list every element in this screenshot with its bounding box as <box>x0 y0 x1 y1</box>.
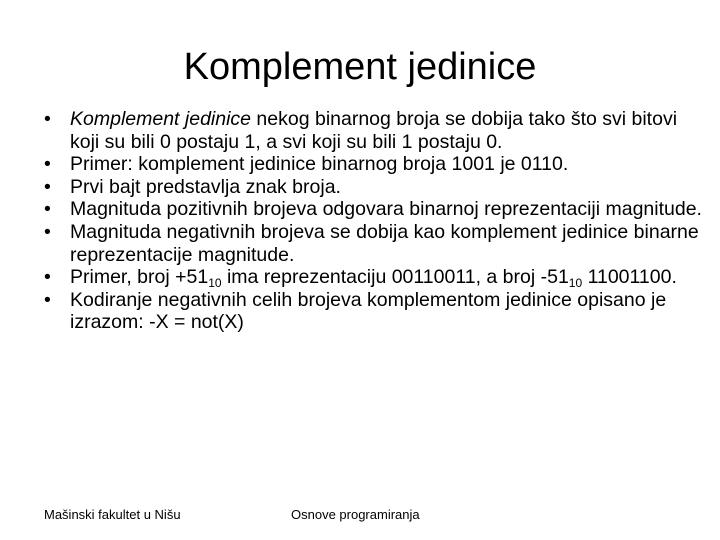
bullet-icon: • <box>44 153 51 176</box>
bullet-item-positive-magnitude <box>44 198 704 221</box>
footer-institution: Mašinski fakultet u Nišu <box>44 507 181 522</box>
bullet-text: Primer: komplement jedinice binarnog broja 1001 je 0110. <box>70 153 569 176</box>
bullet-item-definition <box>44 108 704 153</box>
bullet-text-part: 11001100. <box>582 266 677 289</box>
bullet-icon: • <box>44 220 51 243</box>
footer-course: Osnove programiranja <box>291 507 420 522</box>
bullet-item-formula <box>44 289 704 334</box>
bullet-text-part: Primer, broj +51 <box>70 266 209 289</box>
bullet-list <box>44 108 704 334</box>
bullet-item-sign-byte <box>44 176 704 199</box>
bullet-text: nekog binarnog broja se dobija tako što svi bitovi koji su bili 0 postaju 1, a svi koji su bili 1 postaju 0. <box>70 108 678 153</box>
bullet-text: Prvi bajt predstavlja znak broja. <box>70 175 341 198</box>
slide-title: Komplement jedinice <box>183 46 537 88</box>
bullet-text: Kodiranje negativnih celih brojeva komplementom jedinice opisano je izrazom: -X = not(X) <box>70 288 667 334</box>
bullet-icon: • <box>44 108 51 130</box>
bullet-item-number-example <box>44 266 704 289</box>
bullet-text: Magnituda negativnih brojeva se dobija kao komplement jedinice binarne reprezentacije magnitude. <box>70 220 699 266</box>
bullet-text-part: ima reprezentaciju 00110011, a broj -51 <box>221 266 569 289</box>
base-subscript: 10 <box>568 276 583 291</box>
bullet-item-example <box>44 153 704 176</box>
bullet-emphasis: Komplement jedinice <box>70 108 252 130</box>
bullet-item-negative-magnitude <box>44 221 704 266</box>
bullet-icon: • <box>44 198 51 221</box>
bullet-icon: • <box>44 175 51 198</box>
bullet-text: Magnituda pozitivnih brojeva odgovara binarnoj reprezentaciji magnitude. <box>70 198 702 221</box>
base-subscript: 10 <box>208 276 222 291</box>
bullet-icon: • <box>44 266 51 289</box>
bullet-icon: • <box>44 288 51 311</box>
